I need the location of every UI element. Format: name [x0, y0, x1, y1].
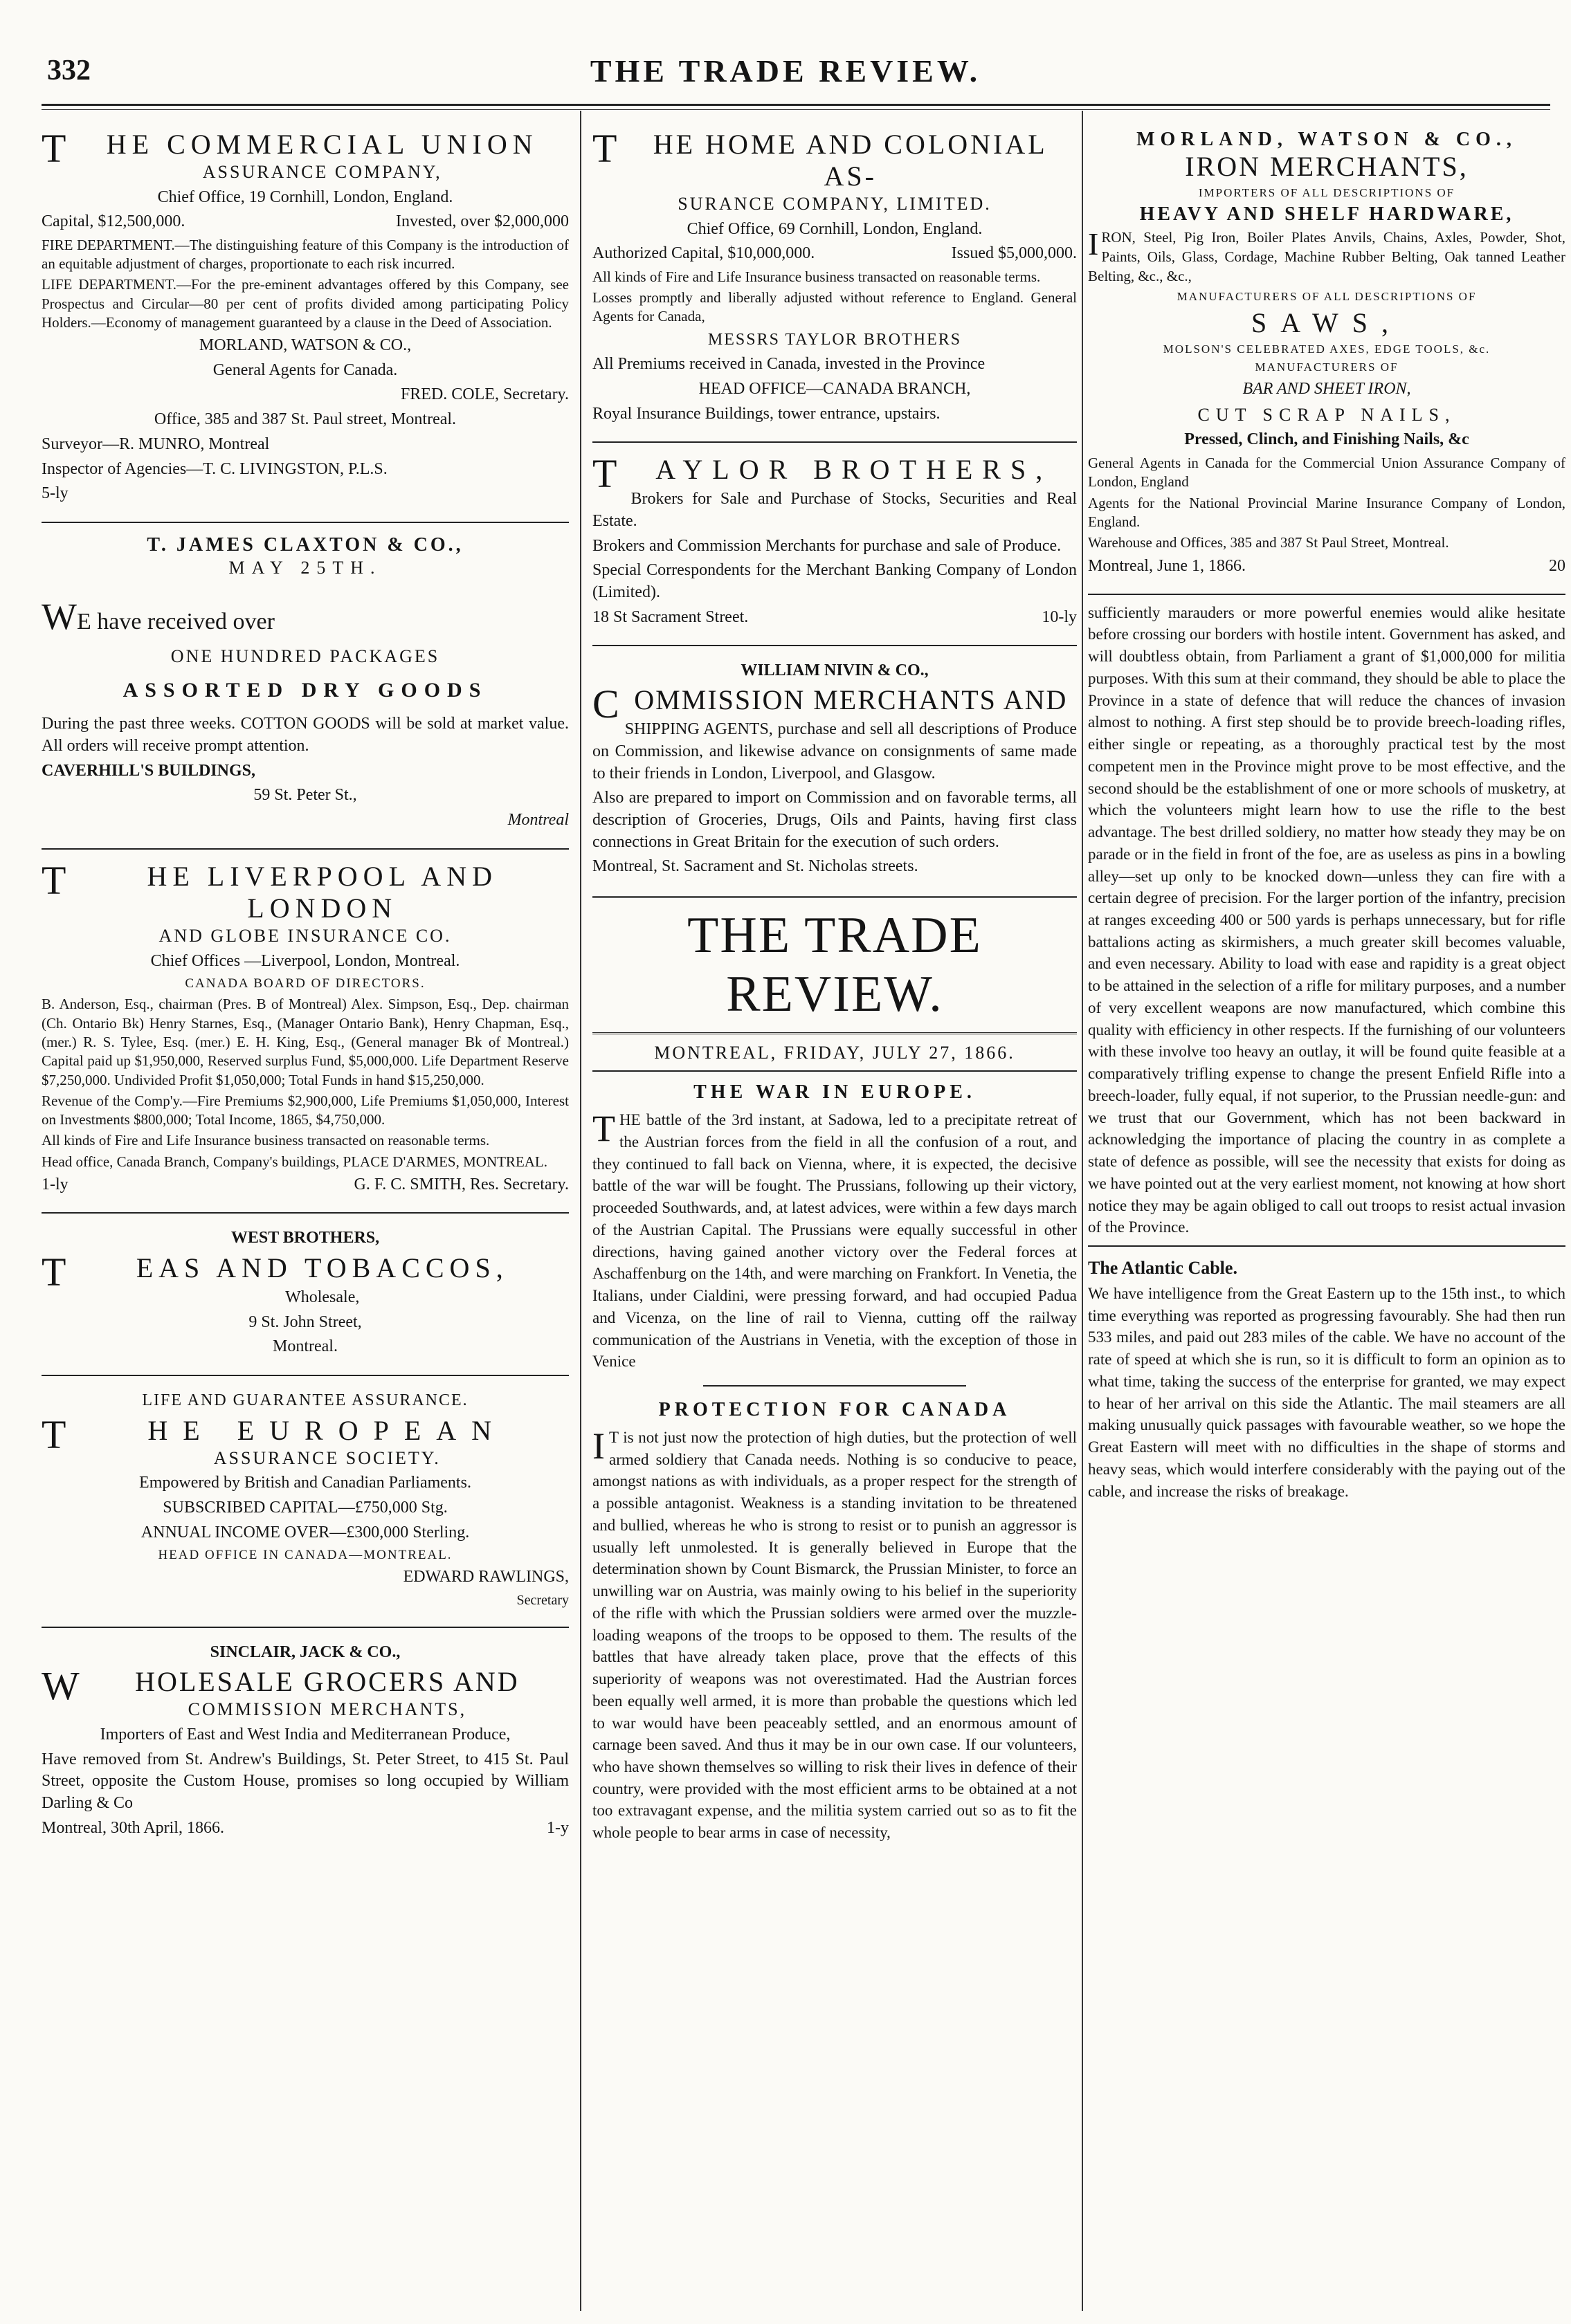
- date-row: [1088, 556, 1565, 577]
- article-body: [592, 1109, 1077, 1373]
- ad-west-brothers: [42, 1220, 569, 1368]
- secretary: G. F. C. SMITH, Res. Secretary.: [354, 1175, 569, 1194]
- cut-scrap-nails: CUT SCRAP NAILS,: [1197, 404, 1456, 425]
- article-body: sufficiently marauders or more powerful enemies would alike hesitate before crossing our borders with hostile intent. Government has asked, and will doubtless obtain, from Parliament a grant of $1,000,000 for militia purposes. With this sum at their command, they should be able to place the Province in a state of defence that will reduce the chances of invasion almost to nothing. A first step should be to provide breech-loading rifles, either single or repeating, as a thoroughly practical test by the most competent men in the Province might prove to be most effective, and the second should be the establishment of one or more schools of musketry, at which the volunteers might learn how to use the rifle to the best advantage. The best drilled soldiery, no matter how steady they may be on parade or in the field in front of the foe, are as useless as pins in a bowling alley—set up only to be knocked down—unless they can fire with a certain degree of precision. For the larger portion of the infantry, precision at ranges exceeding 400 or 500 yards is perhaps unnecessary, but for rifle battalions acting as skirmishers, a much greater skill becomes valuable, and even necessary. Ability to load with ease and rapidity is a great object to be attained in the selection of a rifle for military purposes, and a number of very excellent weapons are now manufactured, which combine this quality with efficiency in other respects. If the furnishing of our volunteers with these involve too heavy an outlay, it will be found quite feasible at a comparatively trifling expense to change the present Enfield Rifle into a breech-loader, fully equal, if not superior, to the Prussian needle-gun: and we trust that our Government, which has not been backward in acknowledging the importance of placing the country in as complete a state of defence as possible, will see the necessity that exists for doing as we have pointed out at the very earliest moment, not knowing at how short notice they may be again obliged to call out troops to resist actual invasion of the Province.: [1088, 603, 1565, 1236]
- buildings: Royal Insurance Buildings, tower entrance, upstairs.: [592, 404, 941, 423]
- header-rule: [42, 104, 1550, 106]
- offices: Chief Offices —Liverpool, London, Montreal.: [150, 951, 460, 970]
- drop-cap: I: [1088, 226, 1099, 262]
- line-1: Brokers for Sale and Purchase of Stocks, Securities and Real Estate.: [592, 490, 1077, 530]
- article-war-in-europe: [592, 1081, 1077, 1373]
- ad-title: [592, 126, 1077, 192]
- ad-heading: SINCLAIR, JACK & CO.,: [210, 1643, 401, 1661]
- ad-body-2: Also are prepared to import on Commission and on favorable terms, all description of Groceries, Drugs, Oils and Paints, having first class connections in Great Britain for the execution of such orders.: [592, 789, 1077, 851]
- ad-body: Have removed from St. Andrew's Buildings, St. Peter Street, to 415 St. Paul Street, opposite the Custom House, promises so long occupied by William Darling & Co: [42, 1750, 569, 1812]
- separator: [42, 848, 569, 850]
- date: Montreal, 30th April, 1866.: [42, 1818, 224, 1837]
- column-2: [592, 125, 1077, 2304]
- ad-subtitle: AND GLOBE INSURANCE CO.: [158, 925, 452, 946]
- manufacturers-2: MANUFACTURERS OF: [1255, 360, 1399, 374]
- article-text: HE battle of the 3rd instant, at Sadowa, led to a precipitate retreat of the Austrian forces from the field in all the confusion of a rout, and they continued to fall back on Vienna, where, it is expected, the decisive battle of the war will be fought. The Prussians, following up their victory, proceeded Southwards, and, at latest advices, were within a few days march of the Austrian Capital. The Prussians were equally successful in other directions, having gained another victory over the Federal forces at Aschaffenburg on the 14th, and were marching on Frankfort. In Venetia, the Italians, under Cialdini, were pressing forward, and had occupied Padua and Vicenza, on the line of rail to Vienna, cutting off the railway communication of the Austrians in Venetia, with the exception of those in Venice: [592, 1111, 1077, 1371]
- ad-title: [42, 857, 569, 924]
- ad-title: [42, 1249, 569, 1294]
- secretary-name: EDWARD RAWLINGS,: [403, 1568, 569, 1586]
- ad-heading: WEST BROTHERS,: [230, 1229, 380, 1247]
- ad-title: [42, 126, 569, 171]
- ad-title: T. JAMES CLAXTON & CO.,: [147, 533, 464, 556]
- ad-title-text: HE EUROPEAN: [147, 1414, 507, 1446]
- separator: [703, 1385, 966, 1387]
- ad-subtitle: ASSURANCE COMPANY,: [202, 162, 442, 182]
- ad-title-text: HE LIVERPOOL AND LONDON: [147, 860, 498, 924]
- separator: [1088, 594, 1565, 595]
- page-number: 332: [47, 55, 91, 86]
- agents: MESSRS TAYLOR BROTHERS: [707, 330, 962, 349]
- city: Montreal: [507, 811, 569, 830]
- axes: MOLSON'S CELEBRATED AXES, EDGE TOOLS, &c.: [1163, 342, 1491, 356]
- empowered: Empowered by British and Canadian Parliaments.: [139, 1474, 471, 1492]
- ad-title: [42, 1663, 569, 1709]
- article-atlantic-cable: [1088, 1258, 1565, 1502]
- ad-title-text: AYLOR BROTHERS,: [655, 454, 1053, 486]
- ad-code: 20: [1549, 556, 1565, 575]
- board: CANADA BOARD OF DIRECTORS.: [185, 976, 426, 991]
- head-office: HEAD OFFICE IN CANADA—MONTREAL.: [158, 1548, 453, 1563]
- secretary: FRED. COLE, Secretary.: [400, 385, 569, 404]
- bar-sheet-iron: BAR AND SHEET IRON,: [1242, 379, 1411, 398]
- ad-heading: LIFE AND GUARANTEE ASSURANCE.: [142, 1391, 469, 1409]
- agents-2: Agents for the National Provincial Marine Insurance Company of London, England.: [1088, 494, 1565, 530]
- ad-morland-watson: [1088, 125, 1565, 587]
- article-protection-for-canada: [592, 1399, 1077, 1844]
- separator: [42, 1375, 569, 1376]
- separator: [42, 1627, 569, 1628]
- ad-heading: WILLIAM NIVIN & CO.,: [741, 661, 929, 679]
- ad-title-text: HOLESALE GROCERS AND: [135, 1666, 520, 1698]
- article-continued: [1088, 602, 1565, 1238]
- secretary-role: Secretary: [516, 1593, 569, 1609]
- wholesale: Wholesale,: [285, 1288, 360, 1306]
- income: ANNUAL INCOME OVER—£300,000 Sterling.: [140, 1523, 470, 1541]
- ad-title: [592, 681, 1077, 727]
- ad-european: [42, 1383, 569, 1620]
- article-body: We have intelligence from the Great Eastern up to the 15th inst., to which time everything was reported as progressing favourably. She had then run 533 miles, and paid out 283 miles of the cable. We have no account of the rate of speed at which she is run, so it is difficult to form an opinion as to what time, taking the success of the enterprise for granted, we may expect to hear of her arrival on this side the Atlantic. The mail steamers are all making unusually quick passages with favourable weather, so we hope the Great Eastern will meet with no difficulties in the shape of storms and heavy seas, which would interfere considerably with the paying out of the cable, and increase the risks of breakage.: [1088, 1285, 1565, 1500]
- ad-title-text: EAS AND TOBACCOS,: [136, 1252, 509, 1283]
- drop-cap: C: [592, 681, 621, 727]
- drop-cap: T: [42, 857, 72, 903]
- city: Montreal.: [273, 1337, 338, 1356]
- drop-cap: T: [42, 1249, 72, 1294]
- drop-cap: T: [592, 451, 627, 497]
- street: 9 St. John Street,: [248, 1312, 362, 1331]
- column-3: [1088, 125, 1565, 2304]
- invested: Invested, over $2,000,000: [396, 212, 569, 231]
- iron-text: RON, Steel, Pig Iron, Boiler Plates Anvils, Chains, Axles, Powder, Shot, Paints, Oils, Glass, Cordage, Machine Rubber Belting, Oak tanned Leather Belting, &c., &c.,: [1088, 229, 1565, 284]
- assorted-dry-goods: ASSORTED DRY GOODS: [122, 679, 488, 702]
- capital: Capital, $12,500,000.: [42, 212, 185, 231]
- surveyor: Surveyor—R. MUNRO, Montreal: [42, 434, 270, 453]
- article-heading: THE WAR IN EUROPE.: [693, 1081, 976, 1104]
- ad-title-text: HE COMMERCIAL UNION: [106, 129, 538, 160]
- office-address: Chief Office, 19 Cornhill, London, England.: [157, 187, 453, 206]
- authorized-capital: Authorized Capital, $10,000,000.: [592, 244, 815, 263]
- ad-liverpool-london: [42, 857, 569, 1205]
- importers: Importers of East and West India and Mediterranean Produce,: [100, 1725, 511, 1744]
- inspector: Inspector of Agencies—T. C. LIVINGSTON, P.L.S.: [42, 459, 388, 478]
- running-title: THE TRADE REVIEW.: [590, 53, 981, 89]
- dateline: MONTREAL, FRIDAY, JULY 27, 1866.: [654, 1043, 1015, 1063]
- separator: [592, 645, 1077, 646]
- revenue: Revenue of the Comp'y.—Fire Premiums $2,900,000, Life Premiums $1,050,000, Interest on Investments $800,000; Total Income, 1865, $4,750,000.: [42, 1092, 569, 1128]
- issued-capital: Issued $5,000,000.: [951, 244, 1077, 263]
- pressed-nails: Pressed, Clinch, and Finishing Nails, &c: [1184, 430, 1469, 449]
- fire-department: FIRE DEPARTMENT.—The distinguishing feature of this Company is the introduction of an equitable adjustment of charges, proportionate to each risk incurred.: [42, 236, 569, 272]
- head-office: Head office, Canada Branch, Company's buildings, PLACE D'ARMES, MONTREAL.: [42, 1153, 548, 1170]
- importers: IMPORTERS OF ALL DESCRIPTIONS OF: [1198, 186, 1455, 199]
- drop-cap: T: [592, 1108, 615, 1150]
- date: Montreal, June 1, 1866.: [1088, 556, 1246, 575]
- office-location: Office, 385 and 387 St. Paul street, Montreal.: [154, 410, 457, 429]
- ad-title: MORLAND, WATSON & CO.,: [1136, 129, 1517, 150]
- directors: B. Anderson, Esq., chairman (Pres. B of Montreal) Alex. Simpson, Esq., Dep. chairman (Ch. Ontario Bk) Henry Starnes, Esq., (Manager Ontario Bank), Henry Chapman, Esq., (mer.) R. S. Tylee, Esq. (mer.) E. H. King, Esq., (General manager Bk of Montreal.) Capital paid up $1,950,000, Reserved surplus Fund, $5,000,000. Life Department Reserve $7,250,000. Undivided Profit $1,050,000; Total Funds in hand $15,250,000.: [42, 996, 569, 1088]
- article-heading: The Atlantic Cable.: [1088, 1258, 1237, 1279]
- address-row: [592, 607, 1077, 628]
- ad-title: [592, 451, 1077, 497]
- ad-title-text: HE HOME AND COLONIAL AS-: [653, 129, 1048, 192]
- date-row: [42, 1818, 569, 1839]
- ad-title-text: OMMISSION MERCHANTS AND: [634, 684, 1068, 716]
- page-header: [0, 0, 1571, 97]
- ad-body: During the past three weeks. COTTON GOODS will be sold at market value. All orders will receive prompt attention.: [42, 715, 569, 756]
- header-rule-thin: [42, 109, 1550, 110]
- drop-cap: T: [592, 126, 620, 171]
- kinds: All kinds of Fire and Life Insurance business transacted on reasonable terms.: [592, 268, 1041, 285]
- ad-subtitle: SURANCE COMPANY, LIMITED.: [678, 194, 992, 214]
- article-body: [592, 1427, 1077, 1844]
- premiums: All Premiums received in Canada, invested in the Province: [592, 355, 986, 374]
- masthead: THE TRADE REVIEW.: [687, 907, 982, 1023]
- column-rule-1: [580, 111, 581, 2311]
- ad-code: 10-ly: [1042, 607, 1077, 626]
- column-rule-2: [1082, 111, 1083, 2311]
- street: 59 St. Peter St.,: [253, 786, 357, 805]
- losses: Losses promptly and liberally adjusted without reference to England. General Agents for Canada,: [592, 289, 1077, 325]
- ad-subtitle: IRON MERCHANTS,: [1185, 151, 1469, 182]
- separator: [1088, 1245, 1565, 1247]
- capital-row: [592, 243, 1077, 264]
- drop-cap: T: [42, 126, 72, 171]
- address: Montreal, St. Sacrament and St. Nicholas streets.: [592, 857, 918, 876]
- drop-cap: T: [42, 1411, 82, 1457]
- manufacturers: MANUFACTURERS OF ALL DESCRIPTIONS OF: [1177, 289, 1477, 303]
- ad-code: 1-ly: [42, 1175, 69, 1194]
- hardware: HEAVY AND SHELF HARDWARE,: [1139, 203, 1514, 226]
- line-2: Brokers and Commission Merchants for purchase and sale of Produce.: [592, 536, 1062, 555]
- separator: [592, 896, 1077, 898]
- agents-name: MORLAND, WATSON & CO.,: [199, 336, 412, 355]
- packages: ONE HUNDRED PACKAGES: [170, 646, 440, 666]
- received-line: [42, 595, 569, 638]
- ad-taylor-brothers: [592, 450, 1077, 638]
- article-heading: PROTECTION FOR CANADA: [658, 1398, 1011, 1420]
- received-text: E have received over: [76, 608, 275, 634]
- ad-sinclair-jack: [42, 1635, 569, 1849]
- capital-row: [42, 211, 569, 232]
- ad-body-1: SHIPPING AGENTS, purchase and sell all descriptions of Produce on Commission, and likewise advance on consignments of same made to their friends in London, Liverpool, and Glasgow.: [592, 720, 1077, 783]
- office-address: Chief Office, 69 Cornhill, London, England.: [687, 219, 983, 238]
- article-text: T is not just now the protection of high duties, but the protection of well armed soldiery that Canada needs. Nothing is so conducive to peace, amongst nations as with individuals, as a proper respect for the strength of a possible antagonist. Weakness is a standing invitation to be threatened and bullied, whereas he who is strong to resist or to punish an aggressor is usually left unmolested. It is generally believed in Europe that the determination shown by Count Bismarck, the Prussian Minister, to force an unwilling war on Austria, was mainly owing to his belief in the superiority of the rifle with which the Prussian soldiers were armed over the muzzle-loading weapons of the troops to be opposed to them. The results of the battles that have already taken place, prove that the effects of this superiority of weapons was not overestimated. Had the Austrian forces been equally well armed, it is more than probable the questions which led to war would have been peaceably settled, and an enormous amount of carnage been saved. And thus it may be in our own case. If our volunteers, who have shown themselves so willing to risk their lives in defence of their country, were provided with the most efficient arms to be obtained at a not too extravagant expense, and the militia system carried out so as to fit the whole people to bear arms in case of necessity,: [592, 1428, 1077, 1842]
- agents-1: General Agents in Canada for the Commercial Union Assurance Company of London, England: [1088, 455, 1565, 491]
- ad-home-colonial: [592, 125, 1077, 434]
- line-3: Special Correspondents for the Merchant Banking Company of London (Limited).: [592, 561, 1077, 601]
- separator: [592, 1032, 1077, 1034]
- saws: SAWS,: [1251, 307, 1402, 339]
- head-office: HEAD OFFICE—CANADA BRANCH,: [698, 379, 971, 398]
- life-department: LIFE DEPARTMENT.—For the pre-eminent advantages offered by this Company, see Prospectus and Circular—80 per cent of profits divided among participating Policy Holders.—Economy of management guaranteed by a clause in the Deed of Association.: [42, 276, 569, 331]
- signature-row: [42, 1174, 569, 1196]
- building: CAVERHILL'S BUILDINGS,: [42, 761, 255, 780]
- column-1: [42, 125, 569, 2304]
- drop-cap: W: [42, 1663, 82, 1709]
- ad-claxton: [42, 530, 569, 841]
- ad-subtitle: COMMISSION MERCHANTS,: [188, 1699, 467, 1720]
- drop-cap: I: [592, 1425, 605, 1467]
- address: 18 St Sacrament Street.: [592, 607, 749, 626]
- ad-title: [42, 1411, 569, 1457]
- ad-subtitle: ASSURANCE SOCIETY.: [213, 1447, 441, 1468]
- ad-code: 5-ly: [42, 484, 69, 503]
- capital: SUBSCRIBED CAPITAL—£750,000 Stg.: [163, 1499, 448, 1517]
- drop-cap: W: [42, 595, 77, 637]
- kinds: All kinds of Fire and Life Insurance business transacted on reasonable terms.: [42, 1132, 490, 1149]
- ad-william-nivin: [592, 653, 1077, 888]
- separator: [592, 1070, 1077, 1072]
- ad-date: MAY 25TH.: [228, 557, 382, 578]
- ad-commercial-union: [42, 125, 569, 515]
- separator: [592, 441, 1077, 443]
- warehouse: Warehouse and Offices, 385 and 387 St Paul Street, Montreal.: [1088, 534, 1449, 551]
- agents-role: General Agents for Canada.: [212, 360, 398, 379]
- iron-list: [1088, 228, 1565, 286]
- separator: [42, 522, 569, 523]
- separator: [42, 1212, 569, 1214]
- ad-code: 1-y: [547, 1818, 569, 1837]
